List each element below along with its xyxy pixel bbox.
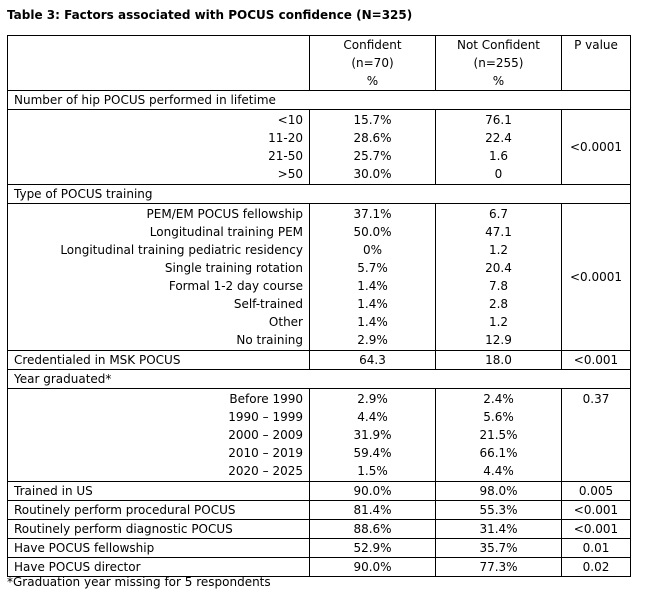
cell-value: 18.0 [436, 351, 562, 370]
section-label-hip: Number of hip POCUS performed in lifetime [8, 91, 631, 110]
cell-value: 2.9% [357, 392, 388, 406]
cell-value: 4.4% [357, 410, 388, 424]
table-row-credentialed [8, 351, 631, 370]
row-label: Longitudinal training PEM [149, 225, 303, 239]
hip-p-value: <0.0001 [562, 110, 631, 185]
row-label: Credentialed in MSK POCUS [8, 351, 310, 370]
cell-value: 22.4 [485, 131, 512, 145]
group-row-year [8, 389, 631, 482]
header-not-confident-label: Not Confident [456, 38, 541, 52]
row-label: 2020 – 2025 [228, 464, 303, 478]
year-row-labels [8, 389, 310, 482]
table-row [8, 520, 631, 539]
cell-p-value: 0.005 [562, 482, 631, 501]
cell-value: 5.6% [483, 410, 514, 424]
cell-value: 1.2 [488, 315, 509, 329]
section-label-training: Type of POCUS training [8, 185, 631, 204]
cell-value: 50.0% [353, 225, 392, 239]
row-label: Longitudinal training pediatric residency [60, 243, 303, 257]
training-confident-values [310, 204, 436, 351]
cell-p-value: <0.001 [562, 520, 631, 539]
cell-value: 21.5% [479, 428, 518, 442]
cell-value: 1.4% [357, 297, 388, 311]
row-label: PEM/EM POCUS fellowship [146, 207, 303, 221]
cell-value: 12.9 [485, 333, 512, 347]
hip-not-confident-values [436, 110, 562, 185]
cell-value: 31.4% [436, 520, 562, 539]
hip-confident-values [310, 110, 436, 185]
row-label: Routinely perform diagnostic POCUS [8, 520, 310, 539]
year-p-value [562, 389, 631, 482]
header-row [8, 36, 631, 91]
cell-value: 98.0% [436, 482, 562, 501]
table-row [8, 539, 631, 558]
cell-value: 64.3 [310, 351, 436, 370]
cell-value: 6.7 [488, 207, 509, 221]
header-p-value-label: P value [574, 38, 618, 52]
hip-row-labels [8, 110, 310, 185]
cell-value: 81.4% [310, 501, 436, 520]
row-label: Trained in US [8, 482, 310, 501]
cell-p-value: 0.01 [562, 539, 631, 558]
cell-value: 4.4% [483, 464, 514, 478]
group-row-training [8, 204, 631, 351]
row-label: Have POCUS director [8, 558, 310, 577]
cell-value: 52.9% [310, 539, 436, 558]
training-row-labels [8, 204, 310, 351]
year-not-confident-values [436, 389, 562, 482]
row-label: >50 [277, 167, 303, 181]
row-label: Before 1990 [229, 392, 303, 406]
training-not-confident-values [436, 204, 562, 351]
header-cell-confident [310, 36, 436, 91]
header-confident-unit: % [366, 74, 379, 88]
cell-value: 90.0% [310, 558, 436, 577]
row-label: Other [268, 315, 303, 329]
cell-value: 90.0% [310, 482, 436, 501]
header-cell-factor [8, 36, 310, 91]
header-not-confident-unit: % [492, 74, 505, 88]
row-label: No training [236, 333, 303, 347]
cell-value: 2.4% [483, 392, 514, 406]
row-label: Single training rotation [164, 261, 303, 275]
cell-value: 0% [362, 243, 383, 257]
row-label: Formal 1-2 day course [168, 279, 303, 293]
header-not-confident-n: (n=255) [473, 56, 524, 70]
year-confident-values [310, 389, 436, 482]
cell-value: 31.9% [353, 428, 392, 442]
cell-value: 1.4% [357, 279, 388, 293]
cell-value: 47.1 [485, 225, 512, 239]
cell-value: 30.0% [353, 167, 392, 181]
cell-value: 76.1 [485, 113, 512, 127]
section-label-year: Year graduated* [8, 370, 631, 389]
cell-value: 7.8 [488, 279, 509, 293]
cell-value: 35.7% [436, 539, 562, 558]
factors-table [7, 35, 631, 577]
cell-value: 25.7% [353, 149, 392, 163]
section-row-training [8, 185, 631, 204]
cell-value: 59.4% [353, 446, 392, 460]
cell-value: 2.8 [488, 297, 509, 311]
header-confident-n: (n=70) [351, 56, 394, 70]
row-label: Routinely perform procedural POCUS [8, 501, 310, 520]
section-row-year [8, 370, 631, 389]
group-row-hip [8, 110, 631, 185]
row-label: <10 [277, 113, 303, 127]
table-title: Table 3: Factors associated with POCUS confidence (N=325) [7, 8, 413, 22]
cell-p-value: 0.02 [562, 558, 631, 577]
section-row-hip [8, 91, 631, 110]
cell-value: 66.1% [479, 446, 518, 460]
cell-value: 1.2 [488, 243, 509, 257]
row-label: 21-50 [268, 149, 303, 163]
cell-value: 1.6 [488, 149, 509, 163]
header-confident-label: Confident [343, 38, 402, 52]
row-label: 2010 – 2019 [228, 446, 303, 460]
cell-value: 77.3% [436, 558, 562, 577]
table-row [8, 482, 631, 501]
cell-value: 1.5% [357, 464, 388, 478]
table-row [8, 501, 631, 520]
cell-value: 88.6% [310, 520, 436, 539]
row-label: Have POCUS fellowship [8, 539, 310, 558]
cell-value: 28.6% [353, 131, 392, 145]
row-label: 2000 – 2009 [228, 428, 303, 442]
cell-value: 0 [494, 167, 503, 181]
cell-value: 1.4% [357, 315, 388, 329]
cell-value: 15.7% [353, 113, 392, 127]
header-cell-not-confident [436, 36, 562, 91]
cell-p-value: 0.37 [582, 392, 610, 406]
cell-value: 37.1% [353, 207, 392, 221]
table-footnote: *Graduation year missing for 5 respondents [7, 575, 271, 589]
cell-value: 55.3% [436, 501, 562, 520]
header-cell-p-value [562, 36, 631, 91]
cell-value: 5.7% [357, 261, 388, 275]
cell-p-value: <0.001 [562, 351, 631, 370]
cell-p-value: <0.001 [562, 501, 631, 520]
cell-value: 20.4 [485, 261, 512, 275]
row-label: 11-20 [268, 131, 303, 145]
cell-value: 2.9% [357, 333, 388, 347]
row-label: Self-trained [233, 297, 303, 311]
row-label: 1990 – 1999 [228, 410, 303, 424]
training-p-value: <0.0001 [562, 204, 631, 351]
